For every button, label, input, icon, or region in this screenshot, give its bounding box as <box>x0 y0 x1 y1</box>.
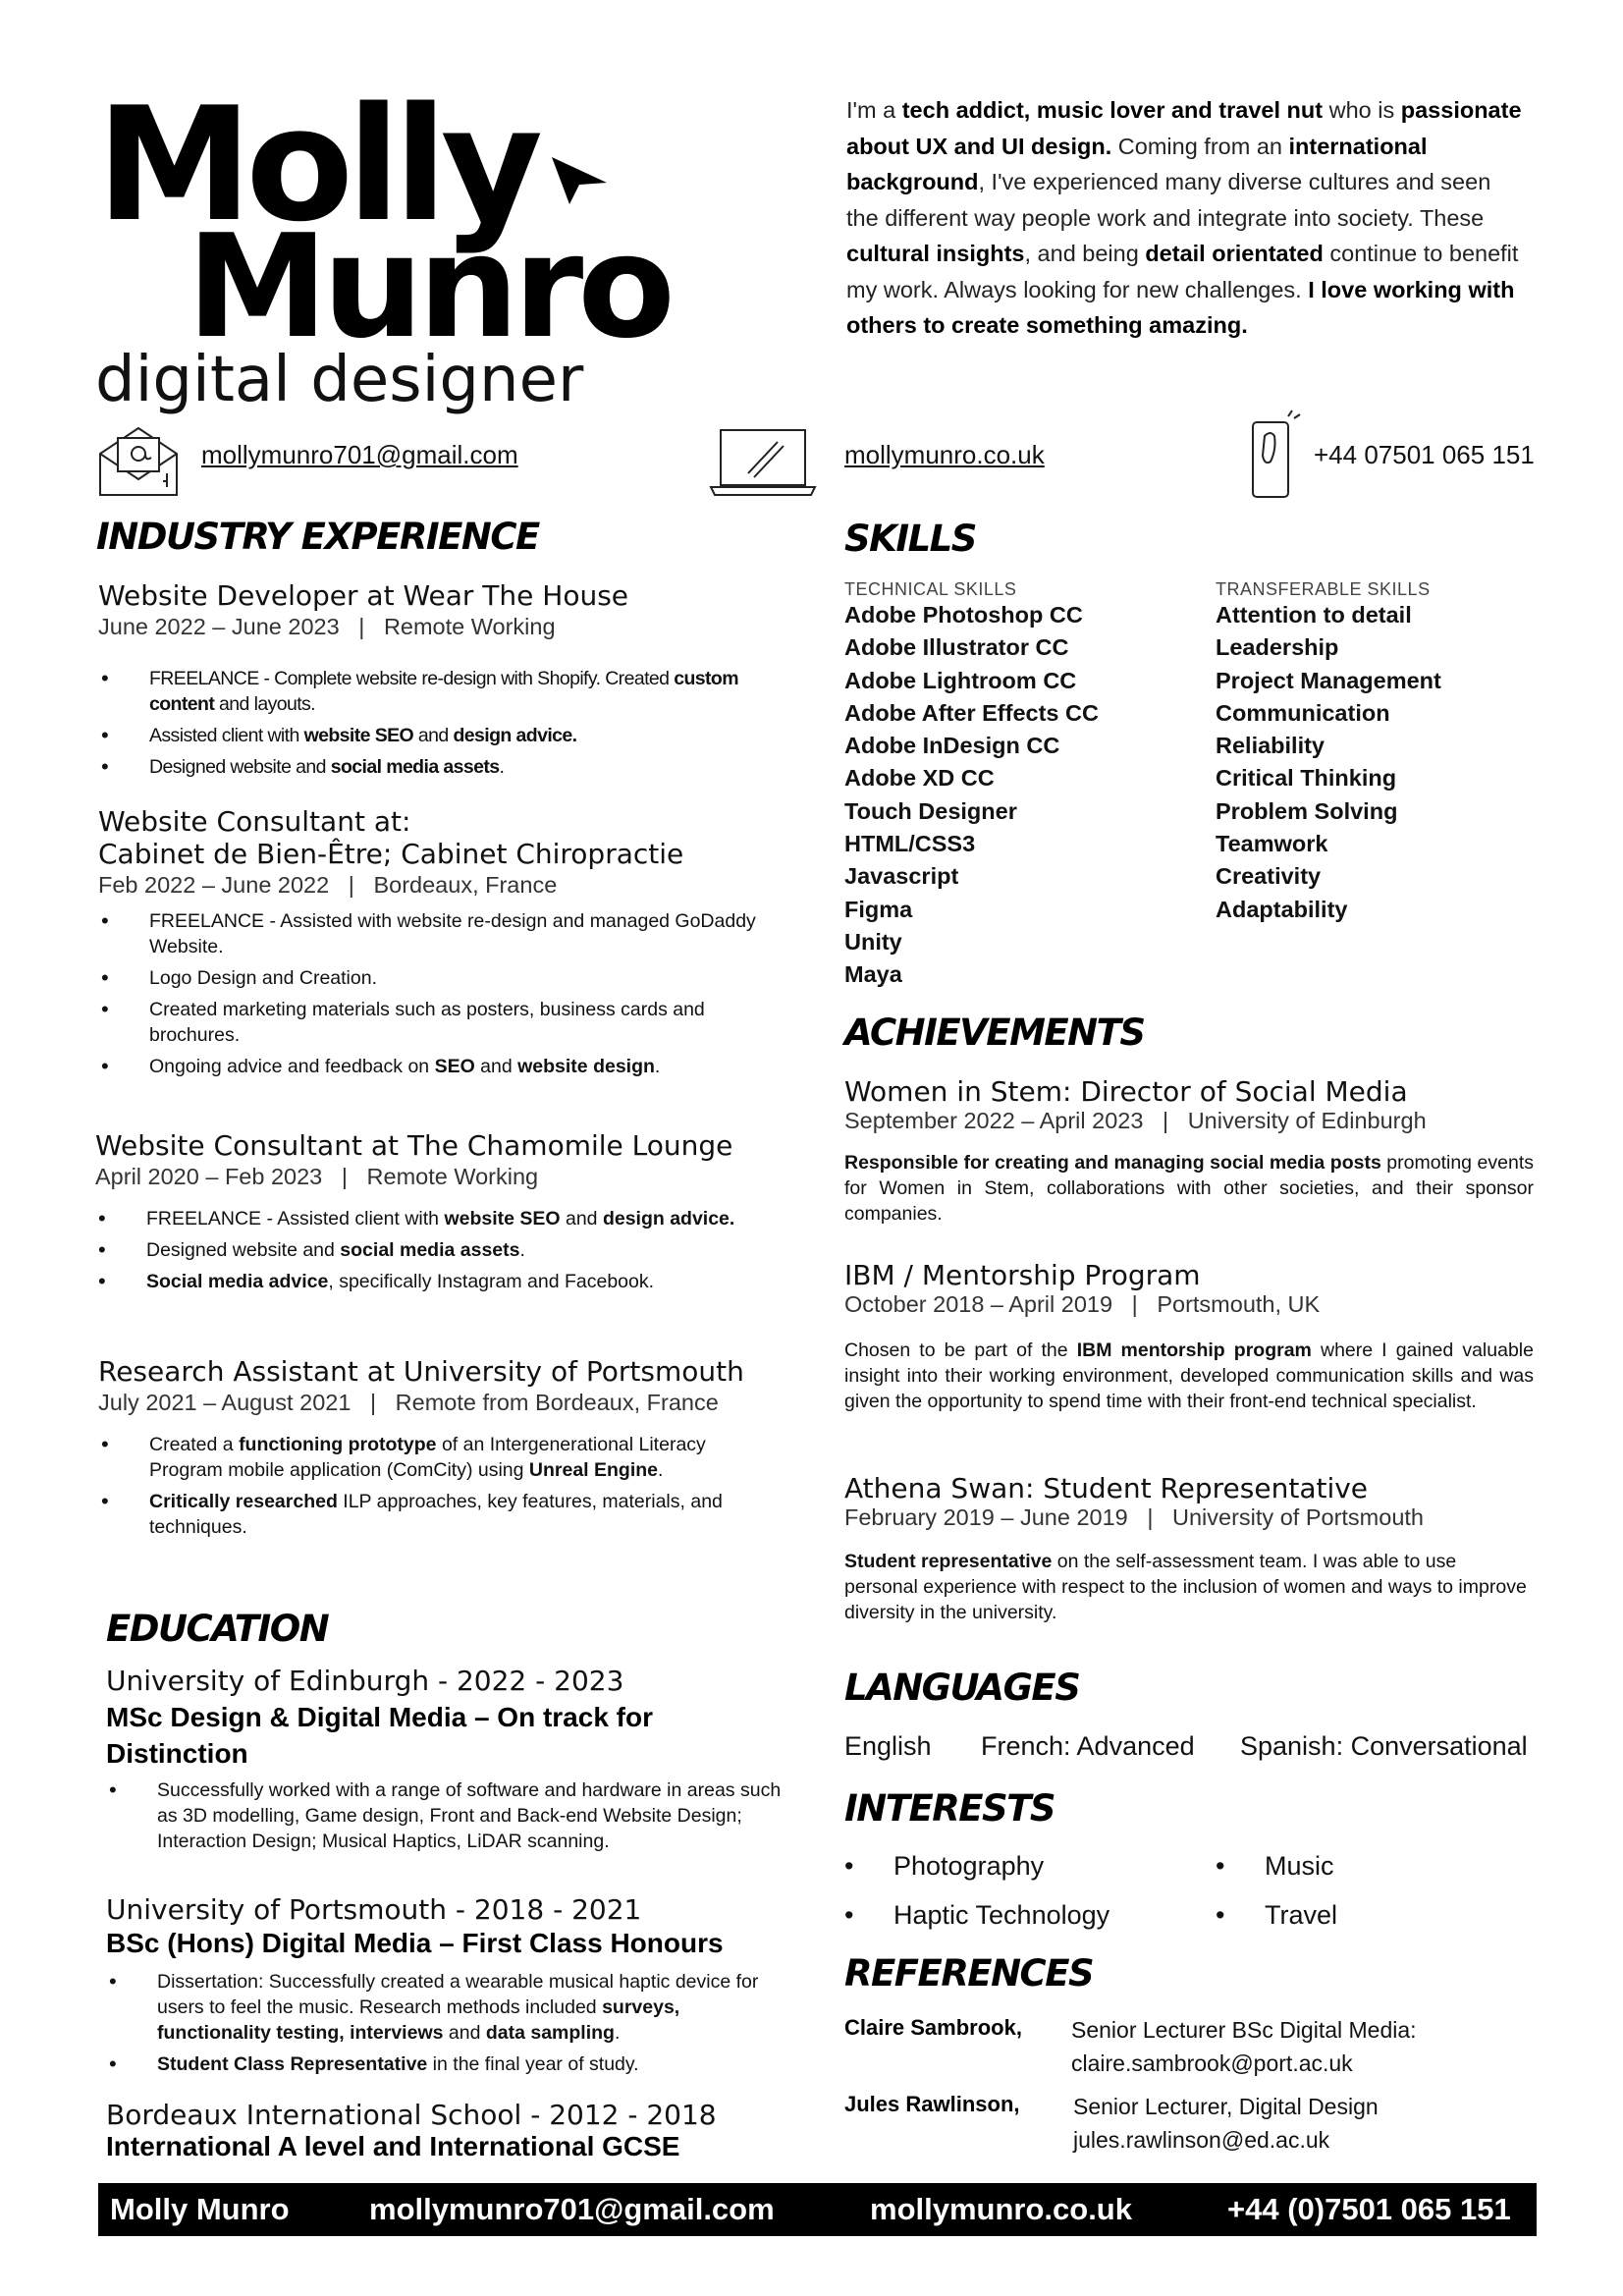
bullet-item <box>98 666 805 717</box>
skill-item: Creativity <box>1216 863 1322 890</box>
language-spanish: Spanish: Conversational <box>1240 1731 1528 1761</box>
job-4 <box>98 1355 805 1540</box>
transferable-skills-list <box>1216 599 1540 926</box>
bold-text: social media assets <box>330 756 500 778</box>
technical-skills-list <box>844 599 1198 992</box>
bold-text: design advice. <box>453 725 577 746</box>
achievement-1 <box>844 1075 1534 1227</box>
reference-email: jules.rawlinson@ed.ac.uk <box>1073 2127 1330 2153</box>
achievement-2 <box>844 1259 1534 1414</box>
reference-name: Claire Sambrook <box>844 2015 1016 2040</box>
degree: International A level and International GCSE <box>106 2131 680 2161</box>
skill-item: Adobe Photoshop CC <box>844 602 1083 628</box>
skill-item: Javascript <box>844 863 959 890</box>
website-link[interactable]: mollymunro.co.uk <box>844 440 1045 469</box>
phone-icon <box>1245 407 1304 506</box>
text: Ongoing advice and feedback on <box>149 1056 435 1077</box>
skills-heading: SKILLS <box>844 518 976 560</box>
bold-text: cultural insights <box>846 241 1025 266</box>
text: Created a <box>149 1434 240 1455</box>
job-bullets <box>98 666 805 780</box>
text: and <box>474 1056 518 1077</box>
bullet-item <box>98 1432 766 1483</box>
bold-text: I love working with others to create something amazing. <box>846 276 1515 338</box>
reference-comma: , <box>1015 2015 1022 2040</box>
job-bullets <box>98 1432 766 1540</box>
job-dates: April 2020 – Feb 2023 | Remote Working <box>95 1164 539 1189</box>
text: Designed website and <box>149 756 331 778</box>
job-title: Website Consultant at The Chamomile Lounge <box>95 1129 733 1162</box>
bold-text: data sampling <box>485 2022 615 2044</box>
interest-item <box>844 1851 1044 1882</box>
bold-text: functioning prototype <box>239 1434 437 1455</box>
job-bullets <box>98 908 795 1079</box>
laptop-icon <box>709 426 817 504</box>
text: . <box>519 1239 525 1261</box>
footer-phone[interactable]: +44 (0)7501 065 151 <box>1227 2192 1511 2226</box>
job-2 <box>98 805 805 1079</box>
text: FREELANCE - Complete website re-design with Shopify. Created <box>149 668 675 689</box>
references-heading: REFERENCES <box>844 1952 1094 1995</box>
job-1 <box>98 579 805 780</box>
bold-text: Responsible for creating and managing social media posts <box>844 1152 1381 1174</box>
bullet-icon: • <box>844 1900 854 1930</box>
bold-text: SEO <box>434 1056 475 1077</box>
text: FREELANCE - Assisted with website re-design and managed GoDaddy Website. <box>149 910 756 957</box>
job-dates: July 2021 – August 2021 | Remote from Bordeaux, France <box>98 1390 719 1415</box>
education-1 <box>106 1665 813 1854</box>
reference-2 <box>844 2092 1532 2153</box>
bold-text: website SEO <box>444 1208 561 1230</box>
interests-heading: INTERESTS <box>844 1787 1055 1830</box>
bullet-item <box>98 908 795 959</box>
text: Designed website and <box>146 1239 341 1261</box>
bold-text: Student Class Representative <box>157 2053 428 2075</box>
text: and layouts. <box>214 693 315 715</box>
bullet-item <box>95 1237 753 1263</box>
footer-bar <box>98 2183 1537 2236</box>
text: promoting events for Women in Stem, collaborations with other societies, and their sponsor companies. <box>844 1152 1534 1225</box>
bullet-item <box>98 723 805 748</box>
bold-text: design advice. <box>602 1208 735 1230</box>
email-icon <box>96 424 181 504</box>
skill-item: Teamwork <box>1216 831 1328 857</box>
text: . <box>499 756 505 778</box>
achievement-dates: February 2019 – June 2019 | University of Portsmouth <box>844 1504 1424 1530</box>
bullet-item <box>106 1777 784 1854</box>
skill-item: Adaptability <box>1216 896 1348 922</box>
skill-item: Adobe Illustrator CC <box>844 634 1069 661</box>
bold-text: Critically researched <box>149 1491 338 1512</box>
skill-item: Project Management <box>1216 667 1441 693</box>
bold-text: website SEO <box>303 725 414 746</box>
reference-role: Senior Lecturer BSc Digital Media: <box>1071 2017 1417 2043</box>
bold-text: tech addict, music lover and travel nut <box>901 97 1324 123</box>
bullet-item <box>98 1054 795 1079</box>
bold-text: detail orientated <box>1145 241 1324 266</box>
reference-details <box>1073 2090 1525 2157</box>
achievement-desc <box>844 1150 1534 1227</box>
skill-item: Adobe After Effects CC <box>844 699 1099 726</box>
arrow-cursor-icon <box>550 147 609 211</box>
skill-item: Adobe Lightroom CC <box>844 667 1077 693</box>
job-title: Website Consultant at: <box>98 805 411 838</box>
language-english: English <box>844 1731 932 1761</box>
school-title: University of Portsmouth - 2018 - 2021 <box>106 1893 642 1926</box>
text: Chosen to be part of the <box>844 1339 1077 1361</box>
interest-label: Travel <box>1265 1900 1338 1930</box>
name-first: Molly <box>96 73 537 256</box>
job-dates: June 2022 – June 2023 | Remote Working <box>98 614 556 639</box>
school-title: University of Edinburgh - 2022 - 2023 <box>106 1665 624 1697</box>
skill-item: Reliability <box>1216 733 1325 759</box>
bold-text: surveys, functionality testing, interviews <box>157 1996 680 2044</box>
text: of an Intergenerational Literacy Program mobile application (ComCity) using <box>149 1434 706 1481</box>
reference-details <box>1071 2013 1523 2080</box>
achievement-dates: September 2022 – April 2023 | University of Edinburgh <box>844 1108 1427 1133</box>
text: FREELANCE - Assisted client with <box>146 1208 445 1230</box>
text: Dissertation: Successfully created a wearable musical haptic device for users to feel the music. Research methods included <box>157 1971 759 2018</box>
job-bullets <box>95 1206 753 1294</box>
text: in the final year of study. <box>427 2053 639 2075</box>
job-dates: Feb 2022 – June 2022 | Bordeaux, France <box>98 872 558 898</box>
reference-email: claire.sambrook@port.ac.uk <box>1071 2050 1353 2076</box>
text: Logo Design and Creation. <box>149 967 377 989</box>
skill-item: Touch Designer <box>844 797 1017 824</box>
text: . <box>658 1459 664 1481</box>
skill-item: HTML/CSS3 <box>844 831 976 857</box>
education-bullets <box>106 1777 784 1854</box>
job-title-line-2: Cabinet de Bien-Être; Cabinet Chiropractie <box>98 838 684 870</box>
bullet-item <box>98 965 795 991</box>
text: , specifically Instagram and Facebook. <box>328 1271 655 1292</box>
text: . <box>654 1056 661 1077</box>
bullet-item <box>98 1489 766 1540</box>
degree: BSc (Hons) Digital Media – First Class Honours <box>106 1928 724 1958</box>
bold-text: social media assets <box>340 1239 520 1261</box>
email-link[interactable]: mollymunro701@gmail.com <box>201 440 518 469</box>
skill-item: Adobe InDesign CC <box>844 733 1060 759</box>
text: , and being <box>1024 241 1146 266</box>
achievement-title: IBM / Mentorship Program <box>844 1259 1201 1291</box>
achievement-desc <box>844 1549 1534 1625</box>
bold-text: IBM mentorship program <box>1076 1339 1312 1361</box>
name-last: Munro <box>187 204 670 370</box>
text: . <box>614 2022 621 2044</box>
skill-item: Attention to detail <box>1216 602 1412 628</box>
phone-number[interactable]: +44 07501 065 151 <box>1314 440 1535 469</box>
school-title: Bordeaux International School - 2012 - 2018 <box>106 2099 717 2131</box>
skill-item: Critical Thinking <box>1216 765 1397 792</box>
footer-email[interactable]: mollymunro701@gmail.com <box>369 2192 775 2226</box>
text: Created marketing materials such as posters, business cards and brochures. <box>149 999 705 1046</box>
skill-item: Figma <box>844 896 913 922</box>
footer-name: Molly Munro <box>110 2192 290 2226</box>
skill-item: Communication <box>1216 699 1390 726</box>
text: continue to benefit my work. Always looking for new challenges. <box>846 241 1519 302</box>
text: who is <box>1323 97 1401 123</box>
achievement-desc <box>844 1338 1534 1414</box>
bold-text: website design <box>517 1056 655 1077</box>
text: I'm a <box>846 97 902 123</box>
reference-comma: , <box>1013 2092 1020 2116</box>
bold-text: Unreal Engine <box>528 1459 659 1481</box>
interest-label: Music <box>1265 1851 1334 1881</box>
degree: MSc Design & Digital Media – On track for Distinction <box>106 1702 654 1769</box>
interest-label: Haptic Technology <box>893 1900 1110 1930</box>
skill-item: Unity <box>844 928 902 955</box>
interest-label: Photography <box>893 1851 1045 1881</box>
achievements-heading: ACHIEVEMENTS <box>844 1011 1145 1054</box>
languages-heading: LANGUAGES <box>844 1667 1080 1709</box>
bullet-icon: • <box>844 1851 854 1881</box>
interest-item <box>1216 1851 1334 1882</box>
bold-text: international background <box>846 133 1428 194</box>
text: Successfully worked with a range of software and hardware in areas such as 3D modelling, Game design, Front and Back-end Website Design; Interaction Design; Musical Haptics, LiDAR scanning. <box>157 1779 782 1852</box>
education-heading: EDUCATION <box>106 1608 329 1650</box>
achievement-dates: October 2018 – April 2019 | Portsmouth, UK <box>844 1291 1321 1317</box>
job-title: Research Assistant at University of Portsmouth <box>98 1355 744 1388</box>
text: , I've experienced many diverse cultures and seen the different way people work and integrate into society. These <box>846 169 1491 231</box>
bold-text: Student representative <box>844 1551 1053 1572</box>
achievement-title: Women in Stem: Director of Social Media <box>844 1075 1408 1108</box>
bold-text: Social media advice <box>146 1271 329 1292</box>
skill-item: Leadership <box>1216 634 1339 661</box>
education-3 <box>106 2099 813 2162</box>
bullet-item <box>98 997 795 1048</box>
text: Coming from an <box>1111 133 1289 159</box>
text: on the self-assessment team. I was able to use personal experience with respect to the inclusion of women and ways to improve diversity in the university. <box>844 1551 1527 1623</box>
bullet-item <box>98 754 805 780</box>
achievement-3 <box>844 1472 1534 1625</box>
bullet-item <box>106 2051 793 2077</box>
bullet-item <box>106 1969 793 2046</box>
interest-item <box>1216 1900 1337 1931</box>
bullet-icon: • <box>1216 1851 1225 1881</box>
text: ILP approaches, key features, materials, and techniques. <box>149 1491 723 1538</box>
job-3 <box>95 1129 802 1294</box>
bold-text: passionate about UX and UI design. <box>846 97 1522 159</box>
reference-role: Senior Lecturer, Digital Design <box>1073 2094 1379 2119</box>
bullet-item <box>95 1269 753 1294</box>
technical-skills-label: TECHNICAL SKILLS <box>844 579 1017 599</box>
bullet-icon: • <box>1216 1900 1225 1930</box>
bullet-item <box>95 1206 753 1231</box>
skill-item: Adobe XD CC <box>844 765 995 792</box>
text: where I gained valuable insight into their working environment, developed communication skills and was given the opportunity to spend time with their front-end technical specialist. <box>844 1339 1534 1412</box>
reference-name: Jules Rawlinson <box>844 2092 1014 2116</box>
experience-heading: INDUSTRY EXPERIENCE <box>96 516 539 558</box>
interest-item <box>844 1900 1109 1931</box>
education-bullets <box>106 1969 793 2077</box>
text: and <box>413 725 454 746</box>
role-title: digital designer <box>95 344 584 416</box>
language-french: French: Advanced <box>981 1731 1195 1761</box>
transferable-skills-label: TRANSFERABLE SKILLS <box>1216 579 1431 599</box>
text: and <box>443 2022 486 2044</box>
job-title: Website Developer at Wear The House <box>98 579 629 612</box>
reference-1 <box>844 2015 1532 2076</box>
education-2 <box>106 1893 813 2077</box>
bold-text: custom content <box>149 668 738 715</box>
achievement-title: Athena Swan: Student Representative <box>844 1472 1369 1504</box>
skill-item: Maya <box>844 961 902 988</box>
skill-item: Problem Solving <box>1216 797 1398 824</box>
text: and <box>560 1208 603 1230</box>
intro-text <box>846 92 1524 344</box>
text: Assisted client with <box>149 725 304 746</box>
footer-website[interactable]: mollymunro.co.uk <box>870 2192 1132 2226</box>
